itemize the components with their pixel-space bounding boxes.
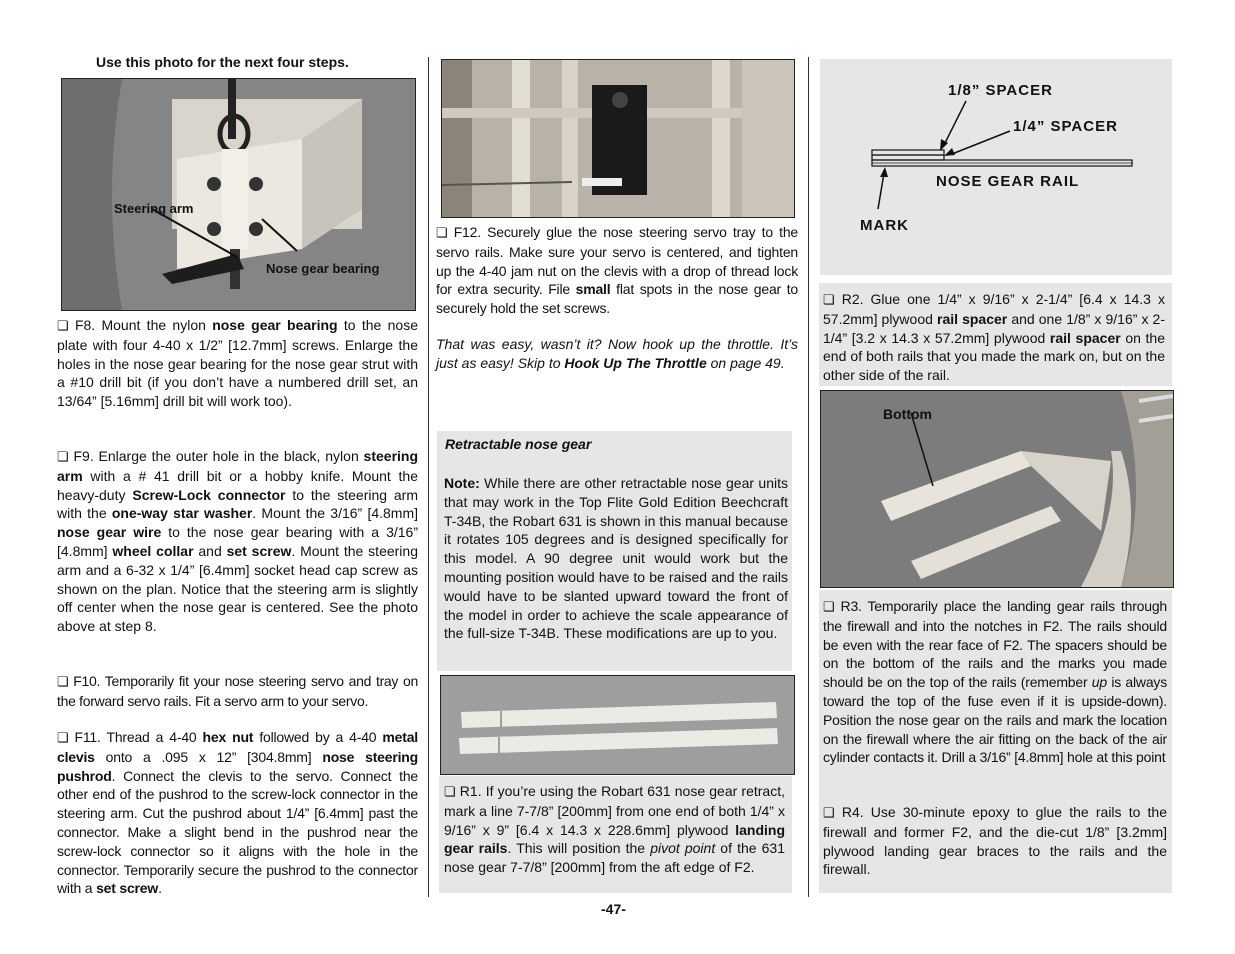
nose-gear-photo (61, 78, 416, 311)
photo-heading: Use this photo for the next four steps. (96, 54, 349, 70)
step-f11: ❏ F11. Thread a 4-40 hex nut followed by a 4-40 metal clevis onto a .095 x 12” [304.8mm] nose steering pushrod. Connect the clevis to the servo. Connect the other end of the pushrod to the screw-lock connector in the steering arm. Cut the pushrod about 1/4” [6.4mm] past the connector. Make a slight bend in the pushrod near the screw-lock connector so it aligns with the hole in the connector. Temporarily secure the pushrod to the connector with a set screw. (57, 729, 418, 897)
spacer-18-label: 1/8” SPACER (948, 82, 1053, 99)
checkbox-icon[interactable]: ❏ (57, 318, 69, 333)
step-f12: ❏ F12. Securely glue the nose steering servo tray to the servo rails. Make sure your servo is centered, and tighten up the 4-40 jam nut on the clevis with a drop of thread lock for extra security. File small flat spots in the nose gear to securely hold the set screws. (436, 224, 798, 317)
step-f9: ❏ F9. Enlarge the outer hole in the black, nylon steering arm with a # 41 drill bit or a hobby knife. Mount the heavy-duty Screw-Lock connector to the steering arm with the one-way star washer. Mount the 3/16” [4.8mm] nose gear wire to the nose gear bearing with a 3/16” [4.8mm] wheel collar and set screw. Mount the steering arm and a 6-32 x 1/4” [6.4mm] socket head cap screw as shown on the plan. Notice that the steering arm is slightly off center when the nose gear is centered. See the photo above at step 8. (57, 448, 419, 635)
nose-gear-bearing-label: Nose gear bearing (266, 261, 380, 276)
checkbox-icon[interactable]: ❏ (57, 449, 69, 464)
easy-note: That was easy, wasn’t it? Now hook up the throttle. It’s just as easy! Skip to Hook Up The Throttle on page 49. (436, 336, 798, 371)
rails-photo (440, 675, 795, 775)
rails-install-photo (820, 390, 1174, 588)
step-r2: ❏ R2. Glue one 1/4” x 9/16” x 2-1/4” [6.4 x 14.3 x 57.2mm] plywood rail spacer and one 1/8” x 9/16” x 2-1/4” [3.2 x 14.3 x 57.2mm] plywood rail spacer on the end of both rails that you made the mark on, but on the other side of the rail. (823, 291, 1166, 384)
step-r3: ❏ R3. Temporarily place the landing gear rails through the firewall and into the notches in F2. The rails should be even with the rear face of F2. The spacers should be on the bottom of the rails and the marks you made should be on the top of the rails (remember up is always toward the top of the fuse even if it is upside-down). Position the nose gear on the rails and mark the location on the firewall where the air fitting on the back of the air cylinder contacts it. Drill a 3/16” [4.8mm] hole at this point (823, 598, 1167, 766)
spacer-14-label: 1/4” SPACER (1013, 118, 1118, 135)
step-f8: ❏ F8. Mount the nylon nose gear bearing to the nose plate with four 4-40 x 1/2” [12.7mm] screws. Enlarge the holes in the nose gear bearing for the nose gear strut with a #10 drill bit (if you don’t have a numbered drill set, an 13/64” [5.16mm] drill bit will work too). (57, 317, 418, 410)
checkbox-icon[interactable]: ❏ (436, 225, 448, 240)
steering-arm-label: Steering arm (114, 201, 194, 216)
step-r4: ❏ R4. Use 30-minute epoxy to glue the rails to the firewall and former F2, and the die-cut 1/8” [3.2mm] plywood landing gear braces to the rails and the firewall. (823, 804, 1168, 878)
retract-title: Retractable nose gear (445, 436, 592, 452)
column-rule-1 (428, 57, 429, 897)
step-f10: ❏ F10. Temporarily fit your nose steering servo and tray on the forward servo rails. Fit a servo arm to your servo. (57, 673, 419, 709)
checkbox-icon[interactable]: ❏ (823, 599, 835, 614)
page-number: -47- (601, 901, 626, 917)
checkbox-icon[interactable]: ❏ (57, 674, 69, 689)
checkbox-icon[interactable]: ❏ (823, 292, 835, 307)
column-rule-2 (808, 57, 809, 897)
mark-label: MARK (860, 217, 909, 234)
rail-label: NOSE GEAR RAIL (936, 173, 1080, 190)
checkbox-icon[interactable]: ❏ (823, 805, 835, 820)
bottom-label: Bottom (883, 406, 932, 422)
checkbox-icon[interactable]: ❏ (57, 730, 69, 745)
step-r1: ❏ R1. If you’re using the Robart 631 nose gear retract, mark a line 7-7/8” [200mm] from one end of both 1/4” x 9/16” x 9” [6.4 x 14.3 x 228.6mm] plywood landing gear rails. This will position the pivot point of the 631 nose gear 7-7/8” [200mm] from the aft edge of F2. (444, 783, 785, 876)
servo-photo (441, 59, 795, 218)
checkbox-icon[interactable]: ❏ (444, 784, 456, 799)
retract-note: Note: While there are other retractable nose gear units that may work in the Top Flite Gold Edition Beechcraft T-34B, the Robart 631 is shown in this manual because it rotates 105 degrees and is designed specifically for this model. A 90 degree unit would work but the mounting position would have to be raised and the rails would have to be slanted upward toward the front of the model in order to achieve the scale appearance of the full-size T-34B. These modifications are up to you. (444, 475, 788, 642)
